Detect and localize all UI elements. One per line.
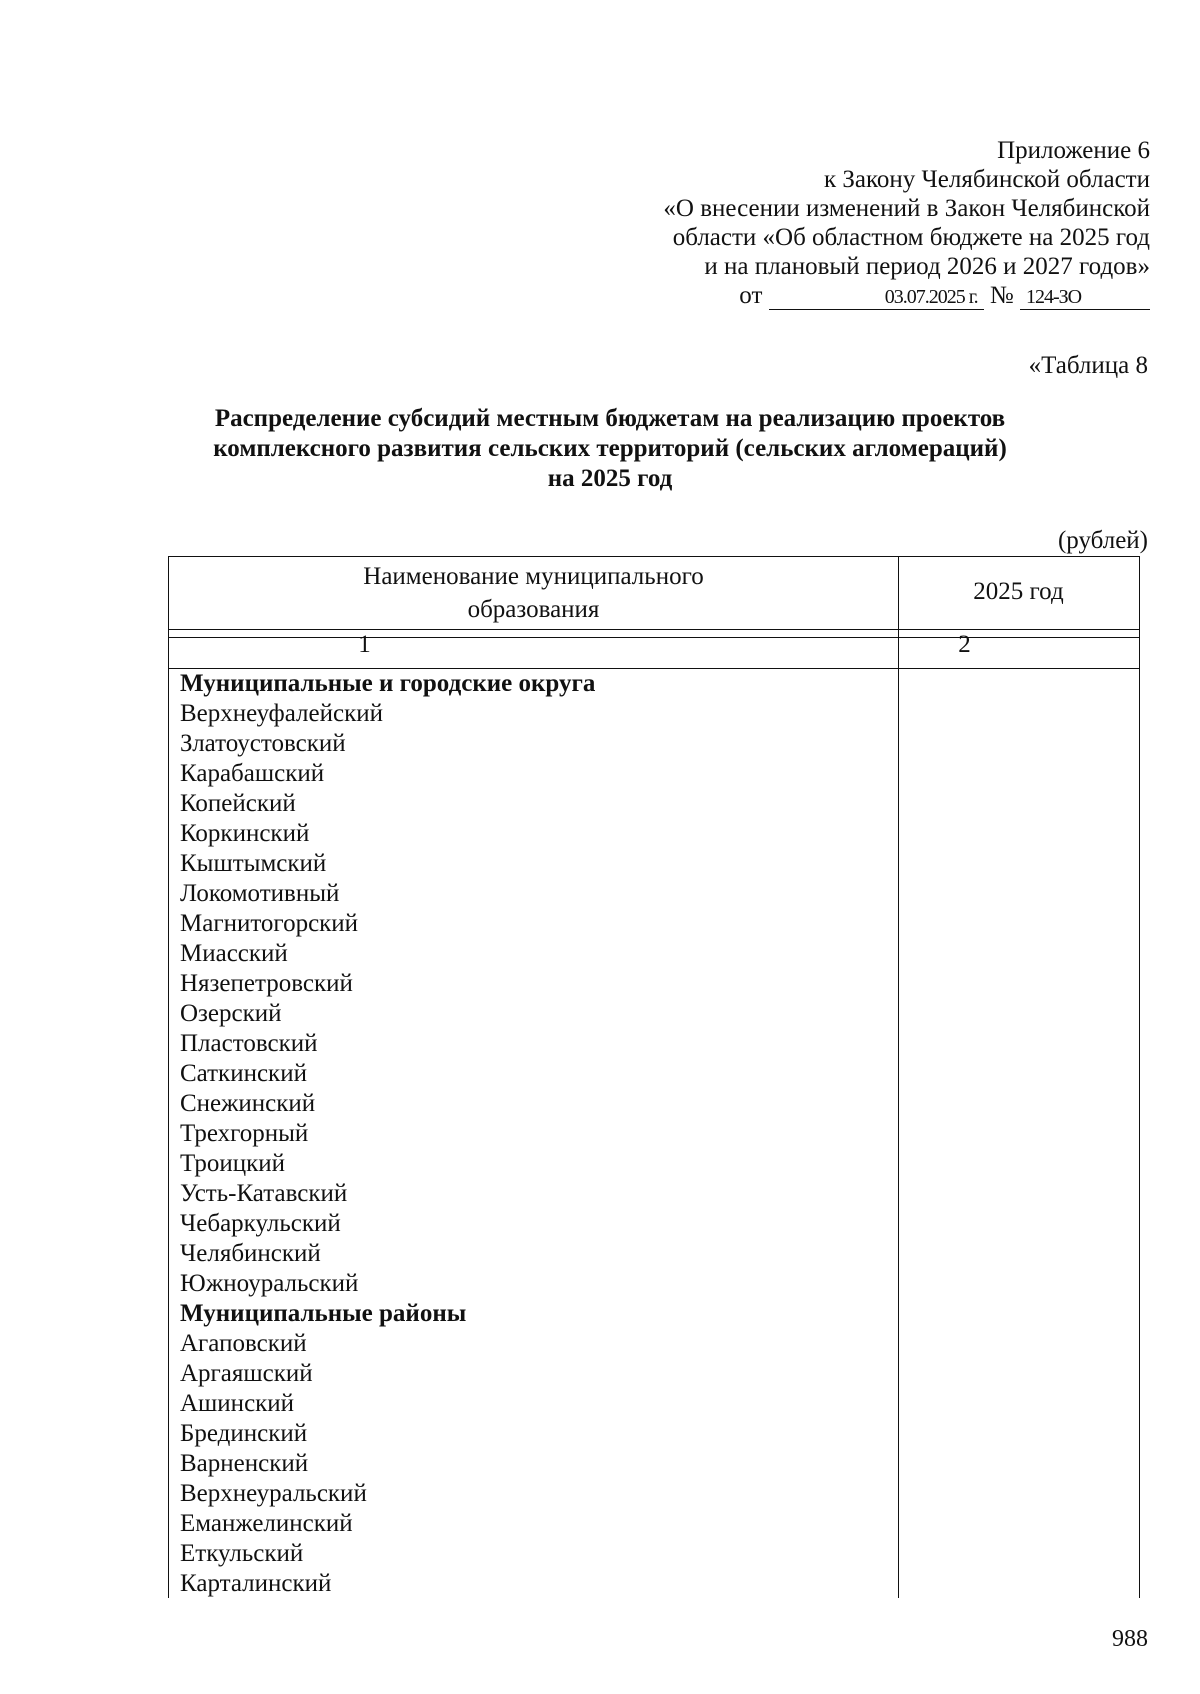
table-body <box>180 669 880 1599</box>
header-municipality-name <box>169 560 898 626</box>
appendix-line: «О внесении изменений в Закон Челябинской <box>663 195 1150 222</box>
table-row: Усть-Катавский <box>180 1180 348 1207</box>
table-row: Южноуральский <box>180 1270 359 1297</box>
appendix-header <box>663 136 1150 310</box>
table-row: Верхнеуральский <box>180 1480 367 1507</box>
table-row: Озерский <box>180 1000 282 1027</box>
table-row: Челябинский <box>180 1240 321 1267</box>
table-row: Пластовский <box>180 1030 318 1057</box>
law-number: 124-ЗО <box>1020 285 1150 310</box>
header-line: образования <box>467 596 600 623</box>
units-label: (рублей) <box>1057 527 1148 554</box>
column-number-2: 2 <box>958 631 971 658</box>
table-label: «Таблица 8 <box>1028 352 1148 379</box>
appendix-line: Приложение 6 <box>997 137 1150 164</box>
title-line: Распределение субсидий местным бюджетам на реализацию проектов <box>214 405 1006 432</box>
document-title <box>150 404 1070 494</box>
table-row: Нязепетровский <box>180 970 353 997</box>
table-row: Кыштымский <box>180 850 327 877</box>
table-row: Миасский <box>180 940 288 967</box>
table-top-border <box>169 556 1139 557</box>
appendix-line: к Закону Челябинской области <box>824 166 1150 193</box>
table-row: Чебаркульский <box>180 1210 341 1237</box>
header-year: 2025 год <box>973 578 1064 605</box>
law-date: 03.07.2025 г. <box>769 285 984 310</box>
table-row: Агаповский <box>180 1330 307 1357</box>
section-heading-row: Муниципальные районы <box>180 1300 467 1327</box>
table-row: Ашинский <box>180 1390 295 1417</box>
column-divider <box>898 556 899 1598</box>
table-row: Снежинский <box>180 1090 316 1117</box>
table-row: Брединский <box>180 1420 308 1447</box>
table-row: Коркинский <box>180 820 310 847</box>
section-heading-row: Муниципальные и городские округа <box>180 670 596 697</box>
column-number-1: 1 <box>358 631 371 658</box>
table-row: Златоустовский <box>180 730 346 757</box>
table-row: Еткульский <box>180 1540 304 1567</box>
header-line: Наименование муниципального <box>363 563 704 590</box>
appendix-line: области «Об областном бюджете на 2025 год <box>672 224 1150 251</box>
table-row: Саткинский <box>180 1060 307 1087</box>
table-row: Трехгорный <box>180 1120 309 1147</box>
law-date-number-line <box>663 281 1150 310</box>
title-line: на 2025 год <box>547 465 673 492</box>
table-row: Копейский <box>180 790 296 817</box>
table-row: Варненский <box>180 1450 309 1477</box>
table-row: Магнитогорский <box>180 910 359 937</box>
page-number: 988 <box>1112 1626 1148 1652</box>
table-row: Еманжелинский <box>180 1510 353 1537</box>
table-row: Карабашский <box>180 760 325 787</box>
header-bottom-border <box>169 629 1139 630</box>
table-row: Верхнеуфалейский <box>180 700 383 727</box>
table-row: Аргаяшский <box>180 1360 313 1387</box>
appendix-line: и на плановый период 2026 и 2027 годов» <box>704 253 1150 280</box>
table-row: Троицкий <box>180 1150 285 1177</box>
table-row: Локомотивный <box>180 880 340 907</box>
table-row: Карталинский <box>180 1570 332 1597</box>
from-label: от <box>739 282 763 309</box>
title-line: комплексного развития сельских территорий (сельских агломераций) <box>213 435 1007 462</box>
number-label: № <box>989 282 1014 309</box>
